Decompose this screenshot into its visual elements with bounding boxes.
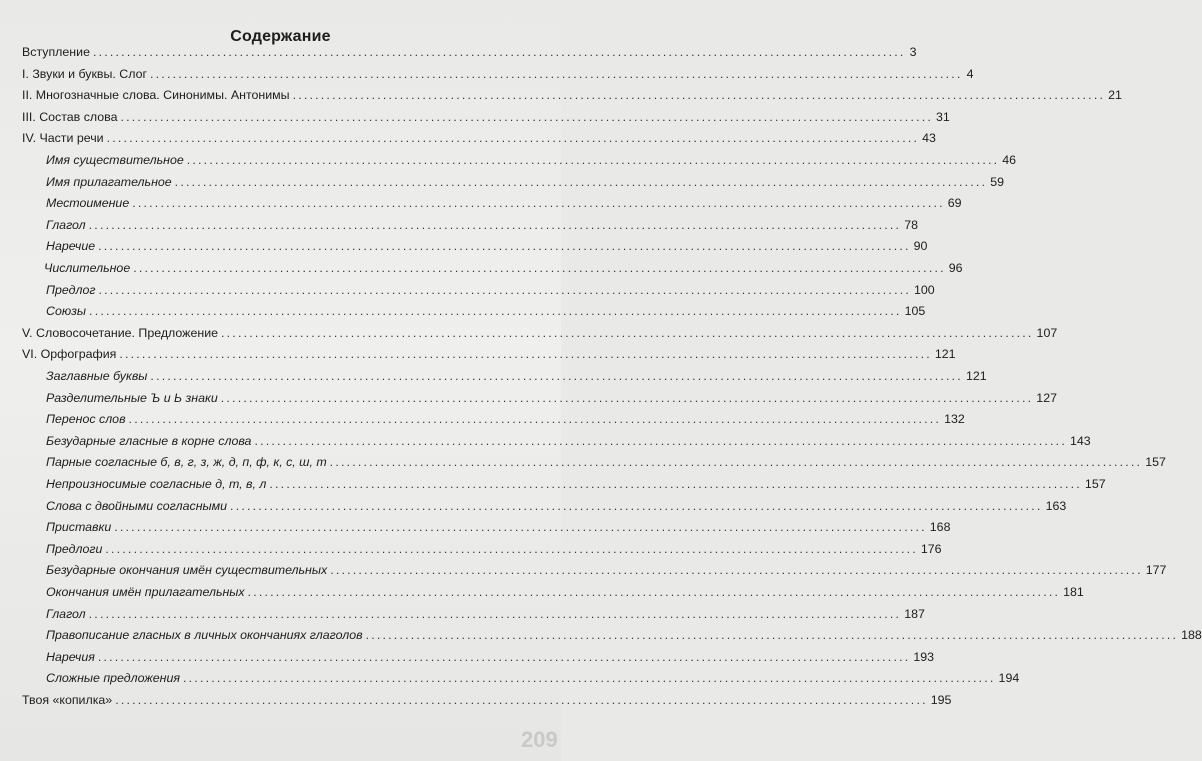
toc-entry-label: II. Многозначные слова. Синонимы. Антонимы <box>22 88 290 103</box>
toc-entry-label: Вступление <box>22 45 90 59</box>
toc-subentry <box>46 153 1017 173</box>
toc-entry-label: Числительное <box>44 261 131 275</box>
dot-leader: ................................................................................................................................................ <box>221 325 1034 340</box>
toc-entry-label: VI. Орфография <box>22 347 117 362</box>
toc-entry-page: 121 <box>934 347 956 362</box>
toc-subentry <box>46 541 942 562</box>
toc-subentry <box>46 563 1167 583</box>
toc-entry-label: Местоимение <box>46 196 130 211</box>
toc-subentry <box>46 174 1004 195</box>
toc-entry-page: 177 <box>1145 563 1167 578</box>
dot-leader: ................................................................................................................................................ <box>88 217 902 232</box>
dot-leader: ................................................................................................................................................ <box>174 174 988 189</box>
toc-entry-page: 31 <box>936 109 950 124</box>
toc-subentry <box>46 649 935 670</box>
toc-entry-label: Безударные окончания имён существительных <box>46 563 328 578</box>
dot-leader: ................................................................................................................................................ <box>220 390 1034 405</box>
toc-entry-label: Наречие <box>46 239 96 254</box>
toc-entry-page: 107 <box>1036 325 1058 340</box>
toc-entry-page: 194 <box>998 671 1020 686</box>
toc-subentry <box>46 433 1091 454</box>
toc-entry <box>22 325 1058 346</box>
dot-leader: ................................................................................................................................................ <box>247 585 1061 599</box>
dot-leader: ................................................................................................................................................ <box>329 455 1143 470</box>
dot-leader: ................................................................................................................................................ <box>330 563 1143 578</box>
toc-entry-page: 78 <box>904 217 918 232</box>
dot-leader: ................................................................................................................................................ <box>230 498 1043 513</box>
toc-entry-page: 132 <box>944 412 965 427</box>
dot-leader: ................................................................................................................................................ <box>92 45 906 59</box>
dot-leader: ................................................................................................................................................ <box>132 196 945 211</box>
toc-entry-label: I. Звуки и буквы. Слог <box>22 66 148 81</box>
toc-entry-page: 3 <box>909 45 917 59</box>
dot-leader: ................................................................................................................................................ <box>98 239 911 254</box>
toc-entry-page: 21 <box>1108 88 1122 103</box>
dot-leader: ................................................................................................................................................ <box>115 693 928 707</box>
toc-entry <box>22 88 1122 108</box>
toc-subentry <box>46 412 965 432</box>
toc-entry-page: 46 <box>1002 153 1017 167</box>
toc-entry-label: Глагол <box>46 217 86 232</box>
toc-entry-page: 100 <box>914 282 935 297</box>
toc-subentry <box>46 455 1166 475</box>
toc-entry-label: Союзы <box>46 304 87 319</box>
toc-entry-label: Твоя «копилка» <box>22 693 113 707</box>
toc-entry-page: 168 <box>929 520 951 535</box>
toc-subentry <box>46 196 962 216</box>
toc-subentry <box>46 239 928 259</box>
toc-entry-page: 143 <box>1069 433 1091 448</box>
toc-subentry <box>46 606 925 627</box>
toc-entry-label: Перенос слов <box>46 412 126 427</box>
toc-entry <box>22 347 956 367</box>
toc-entry <box>22 131 936 151</box>
toc-entry-page: 96 <box>948 261 963 275</box>
dot-leader: ................................................................................................................................................ <box>105 541 918 556</box>
dot-leader: ................................................................................................................................................ <box>114 520 927 535</box>
toc-entry-page: 121 <box>965 369 987 383</box>
toc-entry <box>22 66 974 87</box>
toc-entry-page: 59 <box>990 174 1004 189</box>
toc-entry-label: Предлог <box>46 282 96 297</box>
toc-subentry <box>46 390 1057 411</box>
toc-entry-page: 90 <box>913 239 928 254</box>
dot-leader: ................................................................................................................................................ <box>98 282 911 297</box>
toc-entry-label: Парные согласные б, в, г, з, ж, д, п, ф, к, с, ш, т <box>46 455 327 470</box>
dot-leader: ................................................................................................................................................ <box>119 347 932 362</box>
toc-entry-label: Слова с двойными согласными <box>46 498 228 513</box>
toc-subentry <box>46 520 951 540</box>
toc-entry-page: 181 <box>1063 585 1084 599</box>
toc-entry <box>22 45 917 65</box>
toc-entry-label: Предлоги <box>46 541 103 556</box>
toc-subentry <box>46 282 935 303</box>
toc-entry-label: IV. Части речи <box>22 131 104 146</box>
toc-subentry <box>46 217 918 238</box>
toc-subentry <box>46 369 987 389</box>
toc-entry-page: 163 <box>1045 498 1067 513</box>
toc-entry-page: 127 <box>1036 390 1057 405</box>
toc-entry-label: Имя прилагательное <box>46 174 172 189</box>
toc-entry-label: III. Состав слова <box>22 109 118 124</box>
dot-leader: ................................................................................................................................................ <box>88 606 902 621</box>
dot-leader: ................................................................................................................................................ <box>133 261 946 275</box>
dot-leader: ................................................................................................................................................ <box>128 412 942 427</box>
dot-leader: ................................................................................................................................................ <box>186 153 1000 167</box>
toc-subentry <box>46 628 1202 648</box>
toc-entry-label: Сложные предложения <box>46 671 181 686</box>
toc-subentry <box>46 304 926 324</box>
dot-leader: ................................................................................................................................................ <box>150 66 963 81</box>
toc-entry-label: Имя существительное <box>46 153 184 167</box>
dot-leader: ................................................................................................................................................ <box>292 88 1106 103</box>
toc-entry-page: 187 <box>904 606 925 621</box>
toc-entry-label: Заглавные буквы <box>46 369 148 383</box>
toc-subentry <box>46 671 1020 691</box>
dot-leader: ................................................................................................................................................ <box>120 109 934 124</box>
dot-leader: ................................................................................................................................................ <box>150 369 963 383</box>
dot-leader: ................................................................................................................................................ <box>89 304 902 319</box>
dot-leader: ................................................................................................................................................ <box>254 433 1067 448</box>
faded-page-mark: 209 <box>521 727 558 752</box>
dot-leader: ................................................................................................................................................ <box>365 628 1179 643</box>
toc-entry-page: 193 <box>913 649 935 664</box>
dot-leader: ................................................................................................................................................ <box>97 649 911 664</box>
toc-entry-label: Правописание гласных в личных окончаниях глаголов <box>46 628 363 643</box>
toc-entry-label: Непроизносимые согласные д, т, в, л <box>46 477 267 491</box>
toc-entry-label: Разделительные Ъ и Ь знаки <box>46 390 218 405</box>
toc-subentry <box>46 585 1084 605</box>
dot-leader: ................................................................................................................................................ <box>106 131 920 146</box>
toc-entry-page: 157 <box>1084 477 1106 491</box>
toc-subentry <box>44 261 963 281</box>
toc-entry-page: 43 <box>922 131 936 146</box>
toc-entry-page: 69 <box>947 196 962 211</box>
toc-entry-label: Приставки <box>46 520 112 535</box>
toc-entry-page: 195 <box>930 693 952 707</box>
page-title: Содержание <box>230 28 331 45</box>
toc-entry <box>22 693 952 713</box>
toc-entry-label: V. Словосочетание. Предложение <box>22 325 219 340</box>
toc-entry-page: 188 <box>1181 628 1202 643</box>
toc-subentry <box>46 477 1106 497</box>
toc-entry-label: Наречия <box>46 649 95 664</box>
toc-entry-label: Окончания имён прилагательных <box>46 585 245 599</box>
dot-leader: ................................................................................................................................................ <box>269 477 1082 491</box>
toc-entry-label: Безударные гласные в корне слова <box>46 433 252 448</box>
toc-entry-page: 157 <box>1145 455 1166 470</box>
toc-entry-page: 176 <box>920 541 942 556</box>
dot-leader: ................................................................................................................................................ <box>183 671 996 686</box>
toc-entry-label: Глагол <box>46 606 86 621</box>
toc-subentry <box>46 498 1067 519</box>
toc-entry <box>22 109 950 130</box>
toc-entry-page: 4 <box>966 66 974 81</box>
toc-entry-page: 105 <box>904 304 926 319</box>
